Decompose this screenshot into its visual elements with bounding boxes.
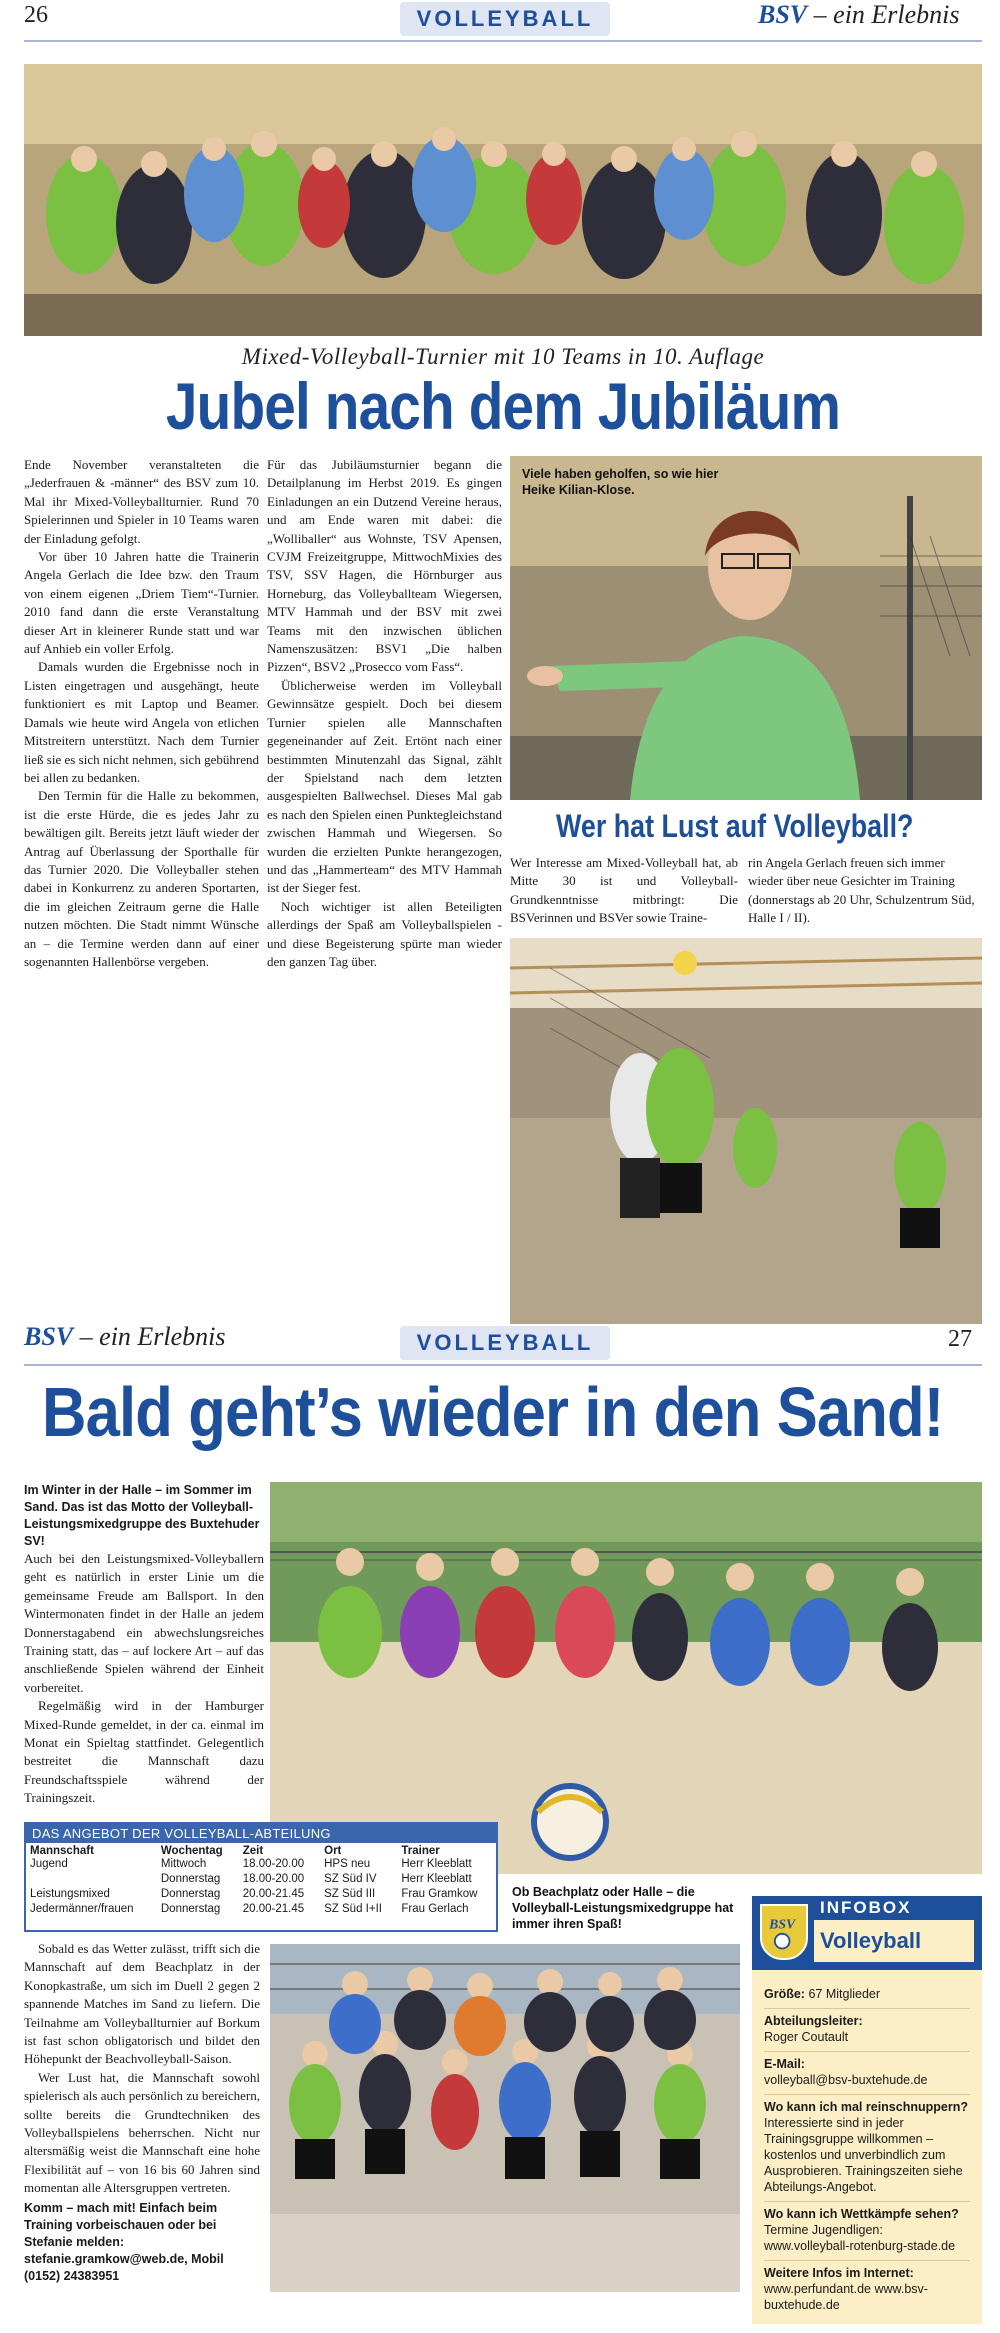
table-row [26, 1887, 496, 1902]
page-number-27: 27 [948, 1326, 972, 1352]
info-value-email[interactable]: volleyball@bsv-buxtehude.de [764, 2073, 928, 2087]
brand-header-top [758, 0, 960, 30]
table-cell: Mittwoch [160, 1858, 207, 1870]
brand-logo: BSV [24, 1322, 74, 1351]
article-bottom-column [24, 1940, 260, 2285]
header-rule [24, 1364, 982, 1366]
table-cell: 20.00-21.45 [242, 1903, 305, 1915]
header-rule [24, 40, 982, 42]
table-cell: SZ Süd III [324, 1888, 376, 1900]
brand-logo: BSV [758, 0, 808, 29]
infobox-item [764, 1982, 970, 2009]
column-header: Wochentag [160, 1845, 223, 1857]
photo-volleyball-action [510, 938, 982, 1324]
infobox-item [764, 2202, 970, 2261]
brand-tagline: – ein Erlebnis [79, 1322, 226, 1351]
infobox [752, 1896, 982, 2324]
photo-caption-helper: Viele haben geholfen, so wie hier Heike Kilian-Klose. [522, 467, 719, 497]
page-number-26: 26 [24, 2, 48, 28]
closing-contact: Komm – mach mit! Einfach beim Training vorbeischauen oder bei Stefanie melden: stefanie.gramkow@web.de, Mobil (0152) 24383951 [24, 2200, 224, 2283]
table-cell: Leistungsmixed [30, 1888, 110, 1900]
table-cell: HPS neu [324, 1858, 371, 1870]
paragraph: Damals wurden die Ergebnisse noch in Listen eingetragen und ausgehängt, heute funktioniert es mit Laptop und Beamer. Damals wie heute wird Angela von etlichen Mitstreitern unterstützt. Nach dem Turnier ließ sie es sich nicht nehmen, sich gebührend bei allen zu bedanken. [24, 659, 259, 785]
offer-table [26, 1843, 496, 1917]
section-tag-bottom: VOLLEYBALL [400, 1326, 610, 1360]
section-tag-top: VOLLEYBALL [400, 2, 610, 36]
paragraph: Noch wichtiger ist allen Beteiligten allerdings der Spaß am Volleyballspielen - und diese Begeisterung spürte man wieder den ganzen Tag über. [267, 898, 502, 969]
info-key: E-Mail: [764, 2057, 805, 2071]
offer-table-title: DAS ANGEBOT DER VOLLEYBALL-ABTEILUNG [26, 1824, 496, 1843]
paragraph: Sobald es das Wetter zulässt, trifft sich die Mannschaft auf dem Beachplatz in der Konopkastraße, um sich im Duell 2 gegen 2 spannende Matches im Sand zu liefern. Die Teilnahme am Volleyballturnier auf Borkum ist fast schon obligatorisch und bildet den Höhepunkt der Beachvolleyball-Saison. [24, 1941, 260, 2067]
headline-jubel: Jubel nach dem Jubiläum [165, 369, 841, 443]
table-cell: 18.00-20.00 [242, 1858, 305, 1870]
column-header: Mannschaft [30, 1845, 94, 1857]
subheadline-lust: Wer hat Lust auf Volleyball? [556, 808, 914, 844]
paragraph: rin Angela Gerlach freuen sich immer wieder über neue Gesichter im Training (donnerstags ab 20 Uhr, Schulzentrum Süd, Halle I / II). [748, 855, 975, 926]
photo-caption-group: Ob Beachplatz oder Halle – die Volleyball-Leistungsmixedgruppe hat immer ihren Spaß! [512, 1885, 734, 1931]
brand-tagline: – ein Erlebnis [813, 0, 960, 29]
table-cell: Herr Kleeblatt [401, 1873, 472, 1885]
paragraph: Auch bei den Leistungsmixed-Volleyballern geht es natürlich in erster Linie um die gemeinsame Freude am Ballsport. In den Wintermonaten findet in der Halle an jedem Donnerstagabend ein abwechslungsreiches Training statt, das – auf lockere Art – auf das anschließende Spielen während der Einheit vorbereitet. [24, 1551, 264, 1695]
invite-column-2 [748, 854, 982, 928]
paragraph: Wer Interesse am Mixed-Volleyball hat, ab Mitte 30 ist und Volleyball-Grundkenntnisse mitbringt: Die BSVerinnen und BSVer sowie Traine- [510, 855, 738, 926]
bsv-crest-icon [760, 1904, 808, 1960]
paragraph: Für das Jubiläumsturnier begann die Detailplanung im Herbst 2019. Es gingen Einladungen an ein Dutzend Vereine heraus, und am Ende waren mit dabei: die „Wolliballer“ aus Wohnste, TSV Apensen, CVJM Freizeitgruppe, MittwochMixies des TSV, SSV Hagen, die Hörnburger aus Horneburg, das Volleyballteam Wiegersen, MTV Hammah und der BSV mit zwei Teams mit den inzwischen üblichen Namenszusätzen: BSV1 „Die halben Pizzen“, BSV2 „Prosecco vom Fass“. [267, 457, 502, 675]
table-cell: 20.00-21.45 [242, 1888, 305, 1900]
lead-text: Im Winter in der Halle – im Sommer im Sand. Das ist das Motto der Volleyball-Leistungsmixedgruppe des Buxtehuder SV! [24, 1483, 260, 1548]
paragraph: Wer Lust hat, die Mannschaft sowohl spielerisch als auch persönlich zu bereichern, sollte bereits die Grundtechniken des Volleyballspielens beherrschen. Nicht nur altersmäßig weist die Mannschaft eine hohe Flexibilität auf – von 16 bis 60 Jahren sind momentan alle Altersgruppen vertreten. [24, 2069, 260, 2196]
table-cell: Jugend [30, 1858, 68, 1870]
infobox-title: Volleyball [814, 1920, 974, 1962]
article-left-column [24, 1482, 264, 1808]
infobox-item [764, 2052, 970, 2095]
info-value-link[interactable]: www.perfundant.de www.bsv-buxtehude.de [764, 2282, 928, 2312]
table-row [26, 1902, 496, 1917]
photo-heike-kilian-klose [510, 456, 982, 800]
article-column-1 [24, 456, 259, 971]
table-header-row [26, 1843, 496, 1857]
infobox-list [752, 1970, 982, 2319]
info-value-link[interactable]: Termine Jugendligen: www.volleyball-rotenburg-stade.de [764, 2223, 956, 2253]
infobox-item [764, 2261, 970, 2319]
svg-text:BSV: BSV [769, 1916, 796, 1932]
info-key: Abteilungsleiter: [764, 2014, 863, 2028]
info-value: Interessierte sind in jeder Trainingsgruppe willkommen – kostenlos und unverbindlich zum Ausprobieren. Trainingszeiten siehe Abteilungs-Angebot. [764, 2116, 963, 2194]
photo-hall-team [270, 1944, 740, 2292]
paragraph: Ende November veranstalteten die „Jederfrauen & -männer“ des BSV zum 10. Mal ihr Mixed-Volleyballturnier. Rund 70 Spielerinnen und Spieler in 10 Teams waren der Einladung gefolgt. [24, 457, 259, 546]
body-top [24, 1550, 264, 1808]
article-column-2 [267, 456, 502, 971]
paragraph: Vor über 10 Jahren hatte die Trainerin Angela Gerlach die Idee bzw. den Traum von einem eigenen „Driem Tiem“-Turnier. 2010 fand dann die erste Veranstaltung dieser Art in kleinerer Runde statt und war auf Anhieb ein voller Erfolg. [24, 549, 259, 657]
table-row [26, 1872, 496, 1887]
column-header: Trainer [401, 1845, 440, 1857]
offer-table-box [24, 1822, 498, 1932]
table-cell: Frau Gerlach [401, 1903, 469, 1915]
info-key: Weitere Infos im Internet: [764, 2266, 914, 2280]
paragraph: Üblicherweise werden im Volleyball Gewinnsätze gespielt. Doch bei diesem Turnier spielen alle Mannschaften gegeneinander auf Zeit. Ertönt nach einer bestimmten Minutenzahl das Signal, zählt der Spielstand nach dem letzten ausgespielten Ballwechsel. Dieses Mal gab es nach den Spielen einen Punktegleichstand zwischen Hammah und Wiegersen. So wurden die erzielten Punkte herangezogen, und das „Hammerteam“ des MTV Hammah ist der Sieger fest. [267, 677, 502, 896]
table-cell [26, 1872, 157, 1887]
headline-sand: Bald geht’s wieder in den Sand! [42, 1373, 944, 1451]
table-cell: Donnerstag [160, 1903, 221, 1915]
paragraph: Den Termin für die Halle zu bekommen, ist die erste Hürde, die es jedes Jahr zu bewältigen gilt. Bereits jetzt läuft wieder der Antrag auf Überlassung der Sporthalle für das Turnier 2020. Die Volleyballer stehen dabei in Konkurrenz zu anderen Sportarten, die im gleichen Zeitraum gerne die Halle nutzen möchten. Die Stadt nimmt Wünsche an – die Termine werden dann auf einer sogenannten Hallenbörse vergeben. [24, 788, 259, 969]
info-key: Wo kann ich Wettkämpfe sehen? [764, 2207, 959, 2221]
table-cell: SZ Süd IV [324, 1873, 377, 1885]
photo-beach-team [270, 1482, 982, 1874]
column-header: Zeit [242, 1845, 264, 1857]
group-photo-tournament [24, 64, 982, 336]
info-key: Größe: [764, 1987, 805, 2001]
table-row [26, 1857, 496, 1872]
infobox-item [764, 2009, 970, 2052]
table-cell: Frau Gramkow [401, 1888, 478, 1900]
brand-header-bottom [24, 1322, 226, 1352]
invite-column-1 [510, 854, 738, 928]
table-cell: SZ Süd I+II [324, 1903, 382, 1915]
column-header: Ort [324, 1845, 342, 1857]
table-cell: 18.00-20.00 [242, 1873, 305, 1885]
body-bottom [24, 1940, 260, 2198]
table-cell: Jedermänner/frauen [30, 1903, 134, 1915]
info-key: Wo kann ich mal reinschnuppern? [764, 2100, 968, 2114]
infobox-label: INFOBOX [820, 1898, 912, 1917]
table-cell: Donnerstag [160, 1888, 221, 1900]
table-cell: Herr Kleeblatt [401, 1858, 472, 1870]
table-cell: Donnerstag [160, 1873, 221, 1885]
paragraph: Regelmäßig wird in der Hamburger Mixed-Runde gemeldet, in der ca. einmal im Monat ein Spieltag stattfindet. Gelegentlich bestreitet die Mannschaft dazu Freundschaftsspiele während der Trainingszeit. [24, 1698, 264, 1806]
article-subline: Mixed-Volleyball-Turnier mit 10 Teams in 10. Auflage [241, 344, 765, 369]
info-value: Roger Coutault [764, 2030, 849, 2044]
infobox-header [752, 1896, 982, 1970]
infobox-item [764, 2095, 970, 2202]
info-value: 67 Mitglieder [808, 1987, 881, 2001]
